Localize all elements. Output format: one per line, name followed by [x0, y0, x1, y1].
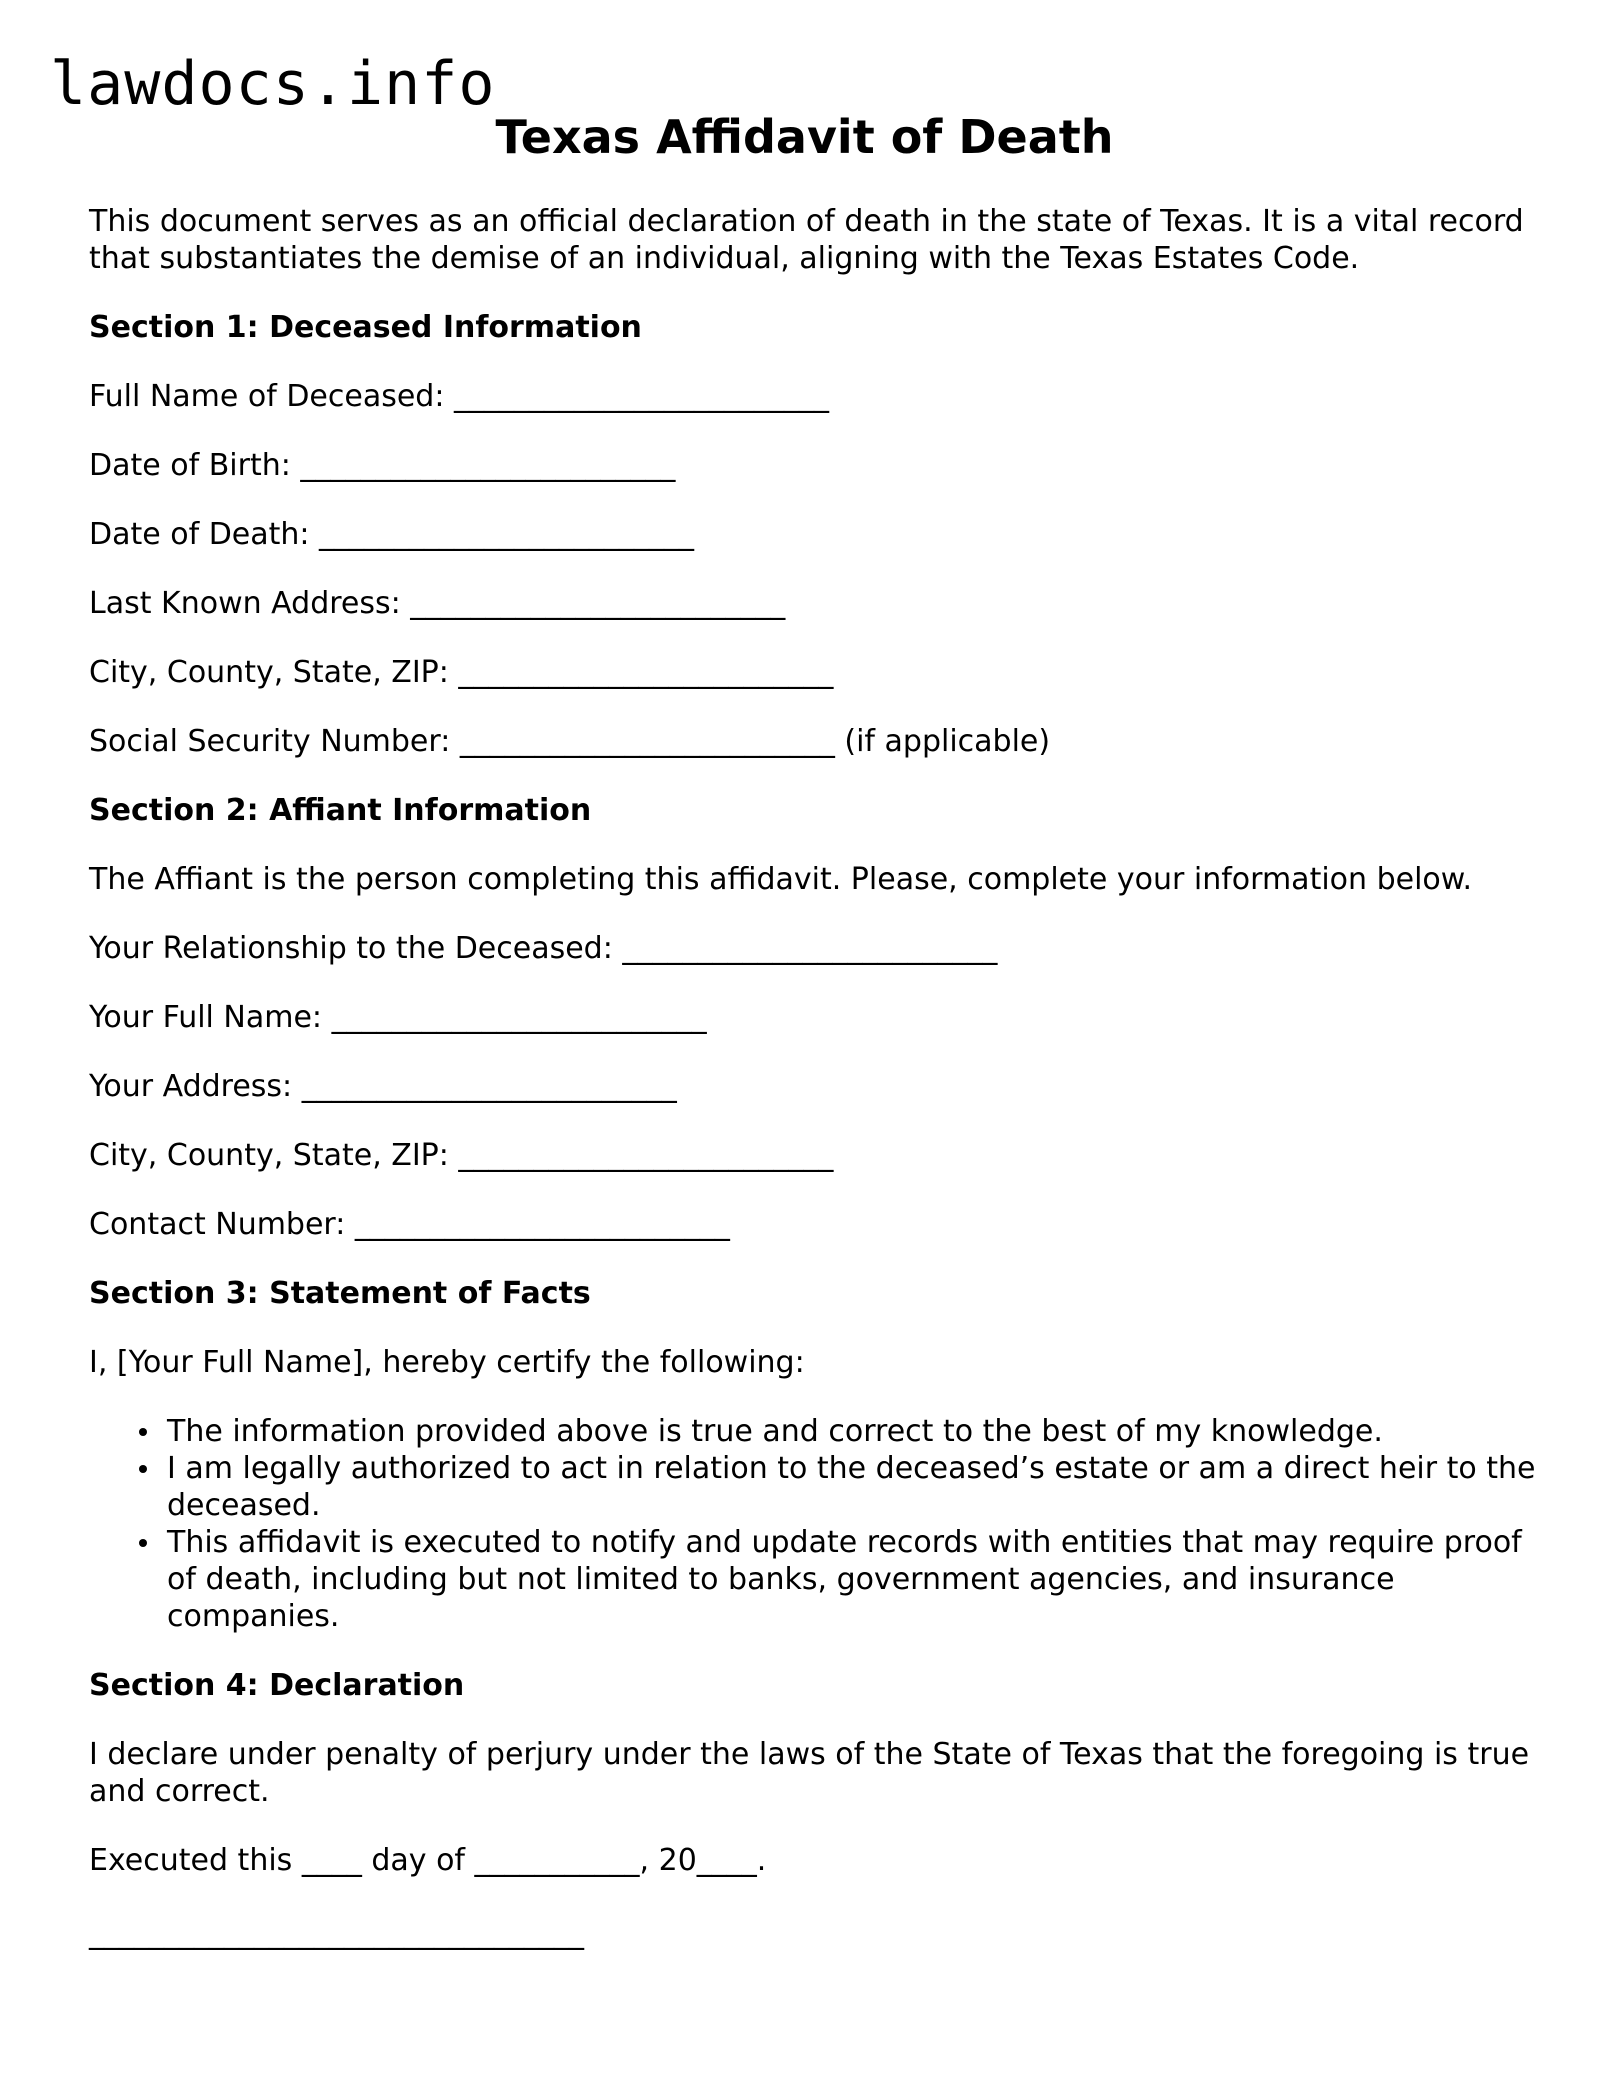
deceased-last-address-field: Last Known Address: _________________________ [89, 586, 786, 621]
statement-item: The information provided above is true and correct to the best of my knowledge. [167, 1413, 1549, 1450]
section4-heading: Section 4: Declaration [89, 1668, 465, 1703]
watermark: lawdocs.info [50, 49, 496, 119]
intro-paragraph: This document serves as an official declaration of death in the state of Texas. It is a vital record that substantiates the demise of an individual, aligning with the Texas Estates Code. [89, 204, 1524, 276]
section3-intro: I, [Your Full Name], hereby certify the following: [89, 1345, 805, 1380]
deceased-date-of-death-field: Date of Death: _________________________ [89, 517, 695, 552]
affiant-relationship-field: Your Relationship to the Deceased: _________________________ [89, 931, 998, 966]
section3-heading: Section 3: Statement of Facts [89, 1276, 591, 1311]
deceased-ssn-field: Social Security Number: _________________________ (if applicable) [89, 724, 1051, 759]
affiant-city-county-state-zip-field: City, County, State, ZIP: _________________________ [89, 1138, 834, 1173]
affiant-contact-number-field: Contact Number: _________________________ [89, 1207, 730, 1242]
section1-heading: Section 1: Deceased Information [89, 310, 642, 345]
declaration-text: I declare under penalty of perjury under the laws of the State of Texas that the foregoing is true and correct. [89, 1737, 1530, 1809]
signature-line: _________________________________ [89, 1916, 584, 1951]
deceased-city-county-state-zip-field: City, County, State, ZIP: _________________________ [89, 655, 834, 690]
document-body [89, 203, 1549, 1952]
section2-heading: Section 2: Affiant Information [89, 793, 592, 828]
statement-item: This affidavit is executed to notify and update records with entities that may require proof of death, including but not limited to banks, government agencies, and insurance companies. [167, 1524, 1549, 1635]
section2-intro: The Affiant is the person completing this affidavit. Please, complete your information below. [89, 862, 1473, 897]
deceased-date-of-birth-field: Date of Birth: _________________________ [89, 448, 676, 483]
affiant-full-name-field: Your Full Name: _________________________ [89, 1000, 707, 1035]
document-title: Texas Affidavit of Death [495, 110, 1114, 164]
statement-list [89, 1413, 1549, 1635]
executed-date-line: Executed this ____ day of ___________, 20____. [89, 1843, 767, 1878]
statement-item: I am legally authorized to act in relation to the deceased’s estate or am a direct heir to the deceased. [167, 1450, 1549, 1524]
affiant-address-field: Your Address: _________________________ [89, 1069, 677, 1104]
deceased-full-name-field: Full Name of Deceased: _________________________ [89, 379, 829, 414]
